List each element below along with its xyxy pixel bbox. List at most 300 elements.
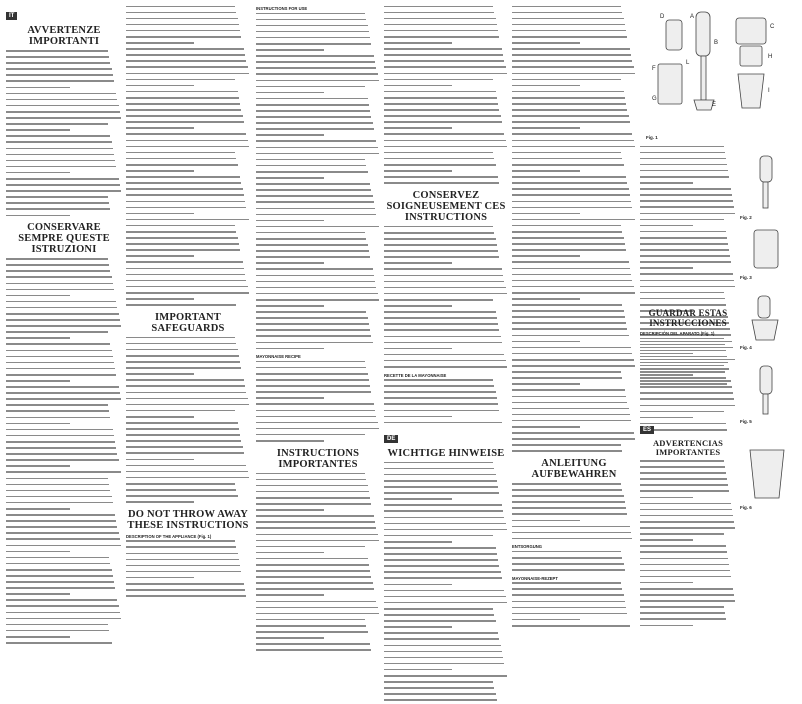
- text-line: [640, 472, 736, 477]
- text-line: [512, 182, 636, 187]
- text-line: [640, 225, 736, 230]
- text-line: [512, 414, 636, 419]
- text-line: [512, 292, 636, 297]
- text-line: [640, 188, 736, 193]
- text-line: [6, 496, 122, 501]
- text-line: [126, 385, 250, 390]
- text-line: [512, 66, 636, 71]
- text-line: [512, 60, 636, 65]
- text-line: [6, 368, 122, 373]
- text-line: [6, 50, 122, 55]
- text-line: [512, 389, 636, 394]
- text-line: [512, 12, 636, 17]
- text-line: [512, 341, 636, 346]
- text-line: [384, 127, 508, 132]
- text-line: [256, 521, 380, 526]
- text-line: [640, 411, 736, 416]
- text-line: [6, 502, 122, 507]
- text-line: [512, 396, 636, 401]
- text-line: [640, 484, 736, 489]
- text-line: [6, 258, 122, 263]
- text-line: [6, 270, 122, 275]
- text-line: [640, 497, 736, 502]
- body-text: [126, 540, 250, 599]
- text-line: [384, 85, 508, 90]
- text-line: [6, 111, 122, 116]
- text-line: [640, 509, 736, 514]
- text-line: [256, 189, 380, 194]
- body-text: [126, 337, 250, 506]
- text-line: [640, 182, 736, 187]
- text-line: [640, 405, 736, 410]
- text-line: [640, 545, 736, 550]
- text-line: [512, 85, 636, 90]
- text-line: [256, 491, 380, 496]
- text-line: [512, 444, 636, 449]
- text-line: [640, 625, 736, 630]
- text-line: [256, 649, 380, 654]
- text-line: [126, 553, 250, 558]
- section-heading: CONSERVARE SEMPRE QUESTE ISTRUZIONI: [18, 222, 110, 256]
- text-line: [512, 426, 636, 431]
- text-line: [126, 109, 250, 114]
- subheading: DESCRIPCIÓN DEL APARATO (Fig. 1): [640, 331, 715, 336]
- text-line: [256, 397, 380, 402]
- body-text: [256, 13, 380, 353]
- text-line: [126, 355, 250, 360]
- text-line: [512, 176, 636, 181]
- text-line: [126, 225, 250, 230]
- text-line: [384, 559, 508, 564]
- text-line: [256, 256, 380, 261]
- text-line: [640, 243, 736, 248]
- text-line: [256, 373, 380, 378]
- text-line: [126, 60, 250, 65]
- text-line: [640, 600, 736, 605]
- text-line: [126, 280, 250, 285]
- text-line: [512, 335, 636, 340]
- text-line: [512, 42, 636, 47]
- text-line: [512, 24, 636, 29]
- text-line: [640, 368, 736, 373]
- text-line: [640, 146, 736, 151]
- text-line: [384, 164, 508, 169]
- text-line: [256, 293, 380, 298]
- text-line: [126, 127, 250, 132]
- text-line: [256, 582, 380, 587]
- text-line: [6, 356, 122, 361]
- section-heading: DO NOT THROW AWAY THESE INSTRUCTIONS: [127, 508, 249, 531]
- text-line: [6, 484, 122, 489]
- figure-2: [740, 154, 794, 220]
- text-line: [6, 478, 122, 483]
- text-line: [384, 385, 508, 390]
- text-line: [256, 25, 380, 30]
- text-line: [384, 268, 508, 273]
- text-line: [640, 618, 736, 623]
- text-line: [6, 289, 122, 294]
- language-tag: IT: [6, 12, 17, 20]
- text-line: [384, 176, 508, 181]
- text-line: [126, 261, 250, 266]
- text-line: [126, 489, 250, 494]
- text-line: [384, 311, 508, 316]
- text-line: [6, 545, 122, 550]
- text-line: [384, 97, 508, 102]
- text-line: [512, 18, 636, 23]
- text-line: [256, 410, 380, 415]
- text-line: [512, 79, 636, 84]
- text-line: [512, 36, 636, 41]
- text-line: [6, 453, 122, 458]
- text-line: [640, 231, 736, 236]
- text-line: [384, 486, 508, 491]
- language-tag: DE: [384, 435, 398, 443]
- text-line: [384, 632, 508, 637]
- text-line: [6, 166, 122, 171]
- text-line: [126, 410, 250, 415]
- text-line: [6, 575, 122, 580]
- text-line: [384, 79, 508, 84]
- text-line: [384, 275, 508, 280]
- text-line: [256, 428, 380, 433]
- text-line: [640, 539, 736, 544]
- text-line: [126, 565, 250, 570]
- text-line: [126, 158, 250, 163]
- text-line: [6, 526, 122, 531]
- text-line: [384, 645, 508, 650]
- subheading: MAYONNAISE-REZEPT: [512, 575, 558, 581]
- figure-caption: Fig. 2: [740, 215, 752, 220]
- text-line: [126, 140, 250, 145]
- figure-1: [646, 4, 792, 140]
- text-line: [512, 268, 636, 273]
- text-line: [384, 244, 508, 249]
- text-line: [256, 134, 380, 139]
- text-line: [640, 478, 736, 483]
- text-line: [256, 367, 380, 372]
- text-line: [384, 565, 508, 570]
- text-line: [6, 135, 122, 140]
- text-line: [384, 30, 508, 35]
- text-line: [6, 514, 122, 519]
- text-line: [512, 164, 636, 169]
- text-line: [384, 60, 508, 65]
- text-line: [384, 262, 508, 267]
- text-line: [512, 322, 636, 327]
- text-line: [384, 410, 508, 415]
- text-line: [6, 208, 122, 213]
- body-text: [256, 361, 380, 445]
- text-line: [512, 152, 636, 157]
- text-line: [6, 283, 122, 288]
- text-line: [6, 215, 122, 220]
- text-line: [512, 328, 636, 333]
- text-line: [6, 129, 122, 134]
- text-line: [6, 508, 122, 513]
- text-line: [126, 398, 250, 403]
- text-line: [384, 146, 508, 151]
- text-line: [6, 80, 122, 85]
- text-line: [256, 238, 380, 243]
- text-line: [256, 147, 380, 152]
- text-line: [6, 490, 122, 495]
- text-line: [384, 232, 508, 237]
- text-line: [256, 226, 380, 231]
- text-line: [126, 379, 250, 384]
- text-line: [512, 310, 636, 315]
- text-line: [6, 459, 122, 464]
- text-line: [512, 551, 636, 556]
- text-line: [6, 423, 122, 428]
- subheading: RECETTE DE LA MAYONNAISE: [384, 372, 447, 378]
- text-line: [126, 176, 250, 181]
- text-line: [384, 602, 508, 607]
- text-line: [640, 594, 736, 599]
- text-line: [384, 121, 508, 126]
- text-line: [512, 377, 636, 382]
- text-line: [384, 638, 508, 643]
- text-line: [512, 532, 636, 537]
- text-line: [256, 509, 380, 514]
- text-line: [6, 141, 122, 146]
- text-line: [6, 178, 122, 183]
- text-line: [640, 564, 736, 569]
- text-line: [512, 526, 636, 531]
- text-line: [640, 588, 736, 593]
- text-line: [6, 612, 122, 617]
- text-line: [384, 18, 508, 23]
- column-german: [512, 4, 636, 581]
- text-line: [256, 625, 380, 630]
- text-line: [640, 527, 736, 532]
- text-line: [256, 98, 380, 103]
- text-line: [256, 503, 380, 508]
- text-line: [256, 361, 380, 366]
- text-line: [126, 292, 250, 297]
- text-line: [640, 612, 736, 617]
- text-line: [384, 305, 508, 310]
- text-line: [640, 386, 736, 391]
- text-line: [256, 268, 380, 273]
- text-line: [640, 158, 736, 163]
- figure-3: [740, 224, 794, 280]
- text-line: [256, 534, 380, 539]
- text-line: [256, 552, 380, 557]
- text-line: [6, 362, 122, 367]
- text-line: [384, 468, 508, 473]
- text-line: [6, 587, 122, 592]
- text-line: [126, 392, 250, 397]
- text-line: [126, 243, 250, 248]
- body-text: [512, 582, 636, 629]
- text-line: [6, 117, 122, 122]
- text-line: [6, 350, 122, 355]
- text-line: [512, 261, 636, 266]
- text-line: [6, 190, 122, 195]
- text-line: [384, 360, 508, 365]
- text-line: [512, 347, 636, 352]
- text-line: [384, 317, 508, 322]
- text-line: [6, 99, 122, 104]
- text-line: [126, 164, 250, 169]
- text-line: [512, 495, 636, 500]
- text-line: [384, 287, 508, 292]
- text-line: [6, 551, 122, 556]
- text-line: [256, 329, 380, 334]
- text-line: [256, 49, 380, 54]
- text-line: [6, 123, 122, 128]
- text-line: [640, 206, 736, 211]
- text-line: [640, 237, 736, 242]
- text-line: [256, 422, 380, 427]
- text-line: [384, 529, 508, 534]
- text-line: [6, 380, 122, 385]
- text-line: [6, 93, 122, 98]
- text-line: [6, 630, 122, 635]
- text-line: [126, 219, 250, 224]
- text-line: [6, 599, 122, 604]
- text-line: [512, 103, 636, 108]
- text-line: [126, 343, 250, 348]
- text-line: [512, 304, 636, 309]
- text-line: [126, 452, 250, 457]
- text-line: [384, 577, 508, 582]
- text-line: [512, 594, 636, 599]
- text-line: [256, 171, 380, 176]
- text-line: [640, 533, 736, 538]
- text-line: [256, 637, 380, 642]
- text-line: [256, 73, 380, 78]
- text-line: [384, 226, 508, 231]
- text-line: [384, 348, 508, 353]
- text-line: [256, 281, 380, 286]
- text-line: [640, 152, 736, 157]
- text-line: [126, 48, 250, 53]
- text-line: [256, 153, 380, 158]
- text-line: [512, 601, 636, 606]
- text-line: [126, 571, 250, 576]
- text-line: [126, 85, 250, 90]
- text-line: [384, 115, 508, 120]
- text-line: [6, 295, 122, 300]
- text-line: [6, 56, 122, 61]
- text-line: [126, 559, 250, 564]
- text-line: [512, 520, 636, 525]
- text-line: [256, 416, 380, 421]
- text-line: [384, 687, 508, 692]
- text-line: [256, 379, 380, 384]
- text-line: [126, 274, 250, 279]
- text-line: [256, 110, 380, 115]
- figure-6: [740, 444, 794, 510]
- text-line: [6, 62, 122, 67]
- text-line: [6, 520, 122, 525]
- text-line: [6, 532, 122, 537]
- text-line: [256, 13, 380, 18]
- text-line: [256, 159, 380, 164]
- text-line: [512, 563, 636, 568]
- text-line: [384, 397, 508, 402]
- text-line: [256, 613, 380, 618]
- column-french-german: [384, 4, 508, 569]
- text-line: [384, 299, 508, 304]
- text-line: [256, 540, 380, 545]
- label-g: G: [652, 96, 657, 102]
- text-line: [384, 109, 508, 114]
- label-b: B: [714, 40, 719, 46]
- text-line: [640, 570, 736, 575]
- text-line: [640, 286, 736, 291]
- text-line: [126, 501, 250, 506]
- text-line: [640, 298, 736, 303]
- figure-caption: Fig. 6: [740, 505, 752, 510]
- text-line: [512, 383, 636, 388]
- text-line: [512, 231, 636, 236]
- text-line: [384, 535, 508, 540]
- text-line: [6, 563, 122, 568]
- text-line: [6, 642, 122, 647]
- text-line: [512, 255, 636, 260]
- figure-caption: Fig. 3: [740, 275, 752, 280]
- text-line: [126, 18, 250, 23]
- text-line: [6, 557, 122, 562]
- text-line: [512, 133, 636, 138]
- text-line: [126, 66, 250, 71]
- text-line: [384, 480, 508, 485]
- text-line: [512, 607, 636, 612]
- text-line: [126, 146, 250, 151]
- text-line: [512, 408, 636, 413]
- text-line: [512, 582, 636, 587]
- text-line: [256, 37, 380, 42]
- text-line: [126, 589, 250, 594]
- text-line: [640, 374, 736, 379]
- text-line: [640, 350, 736, 355]
- figure-caption: Fig. 5: [740, 419, 752, 424]
- text-line: [512, 115, 636, 120]
- text-line: [256, 220, 380, 225]
- text-line: [126, 24, 250, 29]
- text-line: [256, 183, 380, 188]
- text-line: [126, 152, 250, 157]
- text-line: [384, 504, 508, 509]
- text-line: [640, 176, 736, 181]
- text-line: [512, 507, 636, 512]
- text-line: [512, 207, 636, 212]
- text-line: [256, 631, 380, 636]
- text-line: [256, 385, 380, 390]
- label-a: A: [690, 14, 695, 20]
- text-line: [384, 669, 508, 674]
- text-line: [256, 275, 380, 280]
- text-line: [256, 485, 380, 490]
- text-line: [384, 391, 508, 396]
- text-line: [640, 356, 736, 361]
- text-line: [6, 429, 122, 434]
- text-line: [384, 24, 508, 29]
- text-line: [512, 201, 636, 206]
- figure-4: [740, 294, 794, 350]
- text-line: [256, 122, 380, 127]
- text-line: [6, 202, 122, 207]
- text-line: [384, 6, 508, 11]
- text-line: [256, 43, 380, 48]
- text-line: [126, 91, 250, 96]
- text-line: [384, 140, 508, 145]
- text-line: [384, 651, 508, 656]
- text-line: [6, 337, 122, 342]
